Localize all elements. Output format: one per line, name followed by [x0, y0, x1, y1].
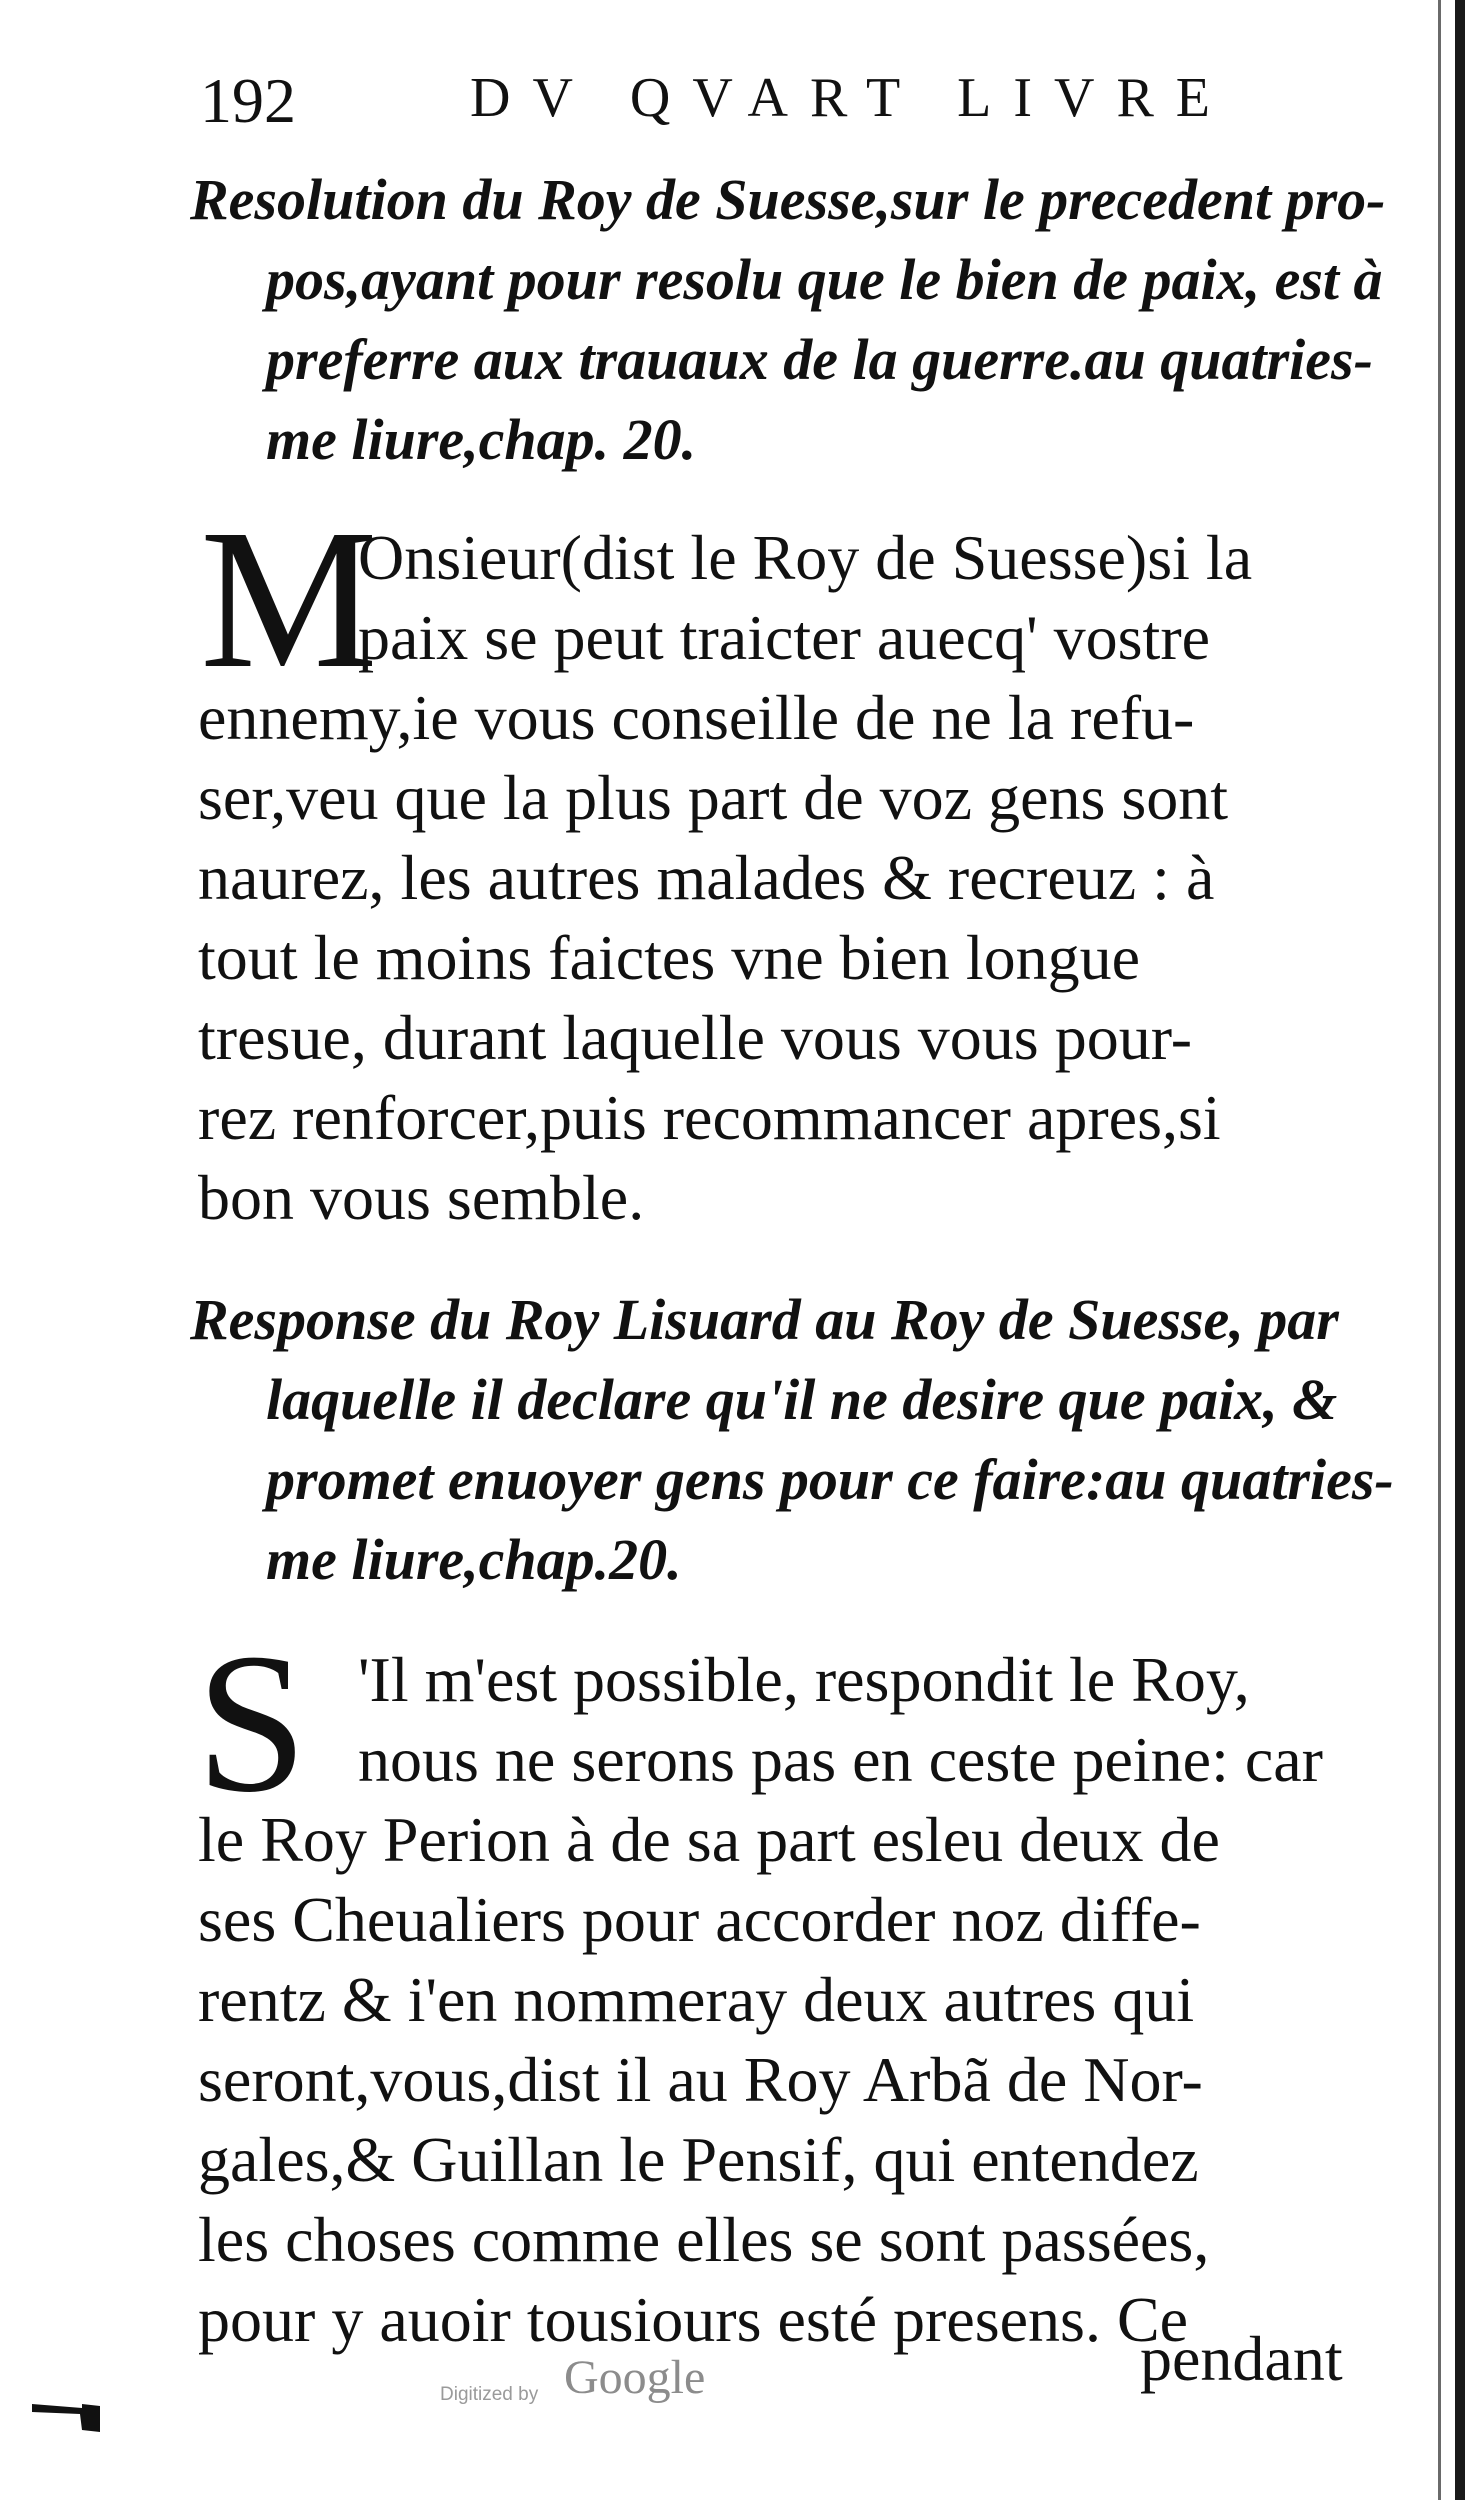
text-line: 'Il m'est possible, respondit le Roy,: [358, 1644, 1250, 1715]
running-title: DV QVART LIVRE: [470, 67, 1233, 129]
page-edge-thin-rule: [1438, 0, 1441, 2500]
drop-capital-s: S: [196, 1613, 308, 1834]
text-line: nous ne serons pas en ceste peine: car: [358, 1724, 1323, 1795]
text-line: Onsieur(dist le Roy de Suesse)si la: [358, 522, 1253, 593]
text-line: seront,vous,dist il au Roy Arbã de Nor-: [198, 2044, 1203, 2115]
rubric-line: pos,ayant pour resolu que le bien de paix, est à: [266, 247, 1383, 312]
drop-capital-m: M: [200, 489, 378, 710]
rubric-line: promet enuoyer gens pour ce faire:au quatries-: [266, 1447, 1394, 1512]
rubric-line: Response du Roy Lisuard au Roy de Suesse, par: [190, 1287, 1339, 1352]
text-line: ser,veu que la plus part de voz gens sont: [198, 762, 1229, 833]
text-line: tresue, durant laquelle vous vous pour-: [198, 1002, 1193, 1073]
watermark-small-text: Digitized by: [440, 2384, 539, 2405]
digitization-watermark: [440, 2350, 780, 2420]
text-line: bon vous semble.: [198, 1162, 645, 1233]
text-line: paix se peut traicter auecq' vostre: [358, 602, 1211, 673]
text-line: tout le moins faictes vne bien longue: [198, 922, 1140, 993]
chapter-rubric-2: [190, 1280, 1410, 1600]
text-line: le Roy Perion à de sa part esleu deux de: [198, 1804, 1220, 1875]
corner-mark-icon: [30, 2400, 102, 2434]
page-number: 192: [200, 65, 296, 136]
text-line: ennemy,ie vous conseille de ne la refu-: [198, 682, 1195, 753]
text-line: pour y auoir tousiours esté presens. Ce: [198, 2284, 1189, 2355]
watermark-logo: Google: [564, 2351, 706, 2404]
rubric-line: me liure,chap. 20.: [266, 407, 697, 472]
text-line: gales,& Guillan le Pensif, qui entendez: [198, 2124, 1199, 2195]
body-paragraph-1: [198, 489, 1388, 1238]
rubric-line: me liure,chap.20.: [266, 1527, 682, 1592]
text-line: naurez, les autres malades & recreuz : à: [198, 842, 1215, 913]
text-line: les choses comme elles se sont passées,: [198, 2204, 1210, 2275]
rubric-line: preferre aux trauaux de la guerre.au quatries-: [266, 327, 1373, 392]
body-paragraph-2: [196, 1613, 1388, 2360]
rubric-line: Resolution du Roy de Suesse,sur le precedent pro-: [190, 167, 1386, 232]
running-header: [200, 64, 1260, 154]
rubric-line: laquelle il declare qu'il ne desire que paix, &: [266, 1367, 1338, 1432]
page-edge-rule: [1455, 0, 1465, 2500]
text-line: rez renforcer,puis recommancer apres,si: [198, 1082, 1221, 1153]
catchword: pendant: [1140, 2323, 1343, 2394]
text-line: rentz & i'en nommeray deux autres qui: [198, 1964, 1195, 2035]
chapter-rubric-1: [190, 160, 1410, 480]
text-line: ses Cheualiers pour accorder noz diffe-: [198, 1884, 1201, 1955]
